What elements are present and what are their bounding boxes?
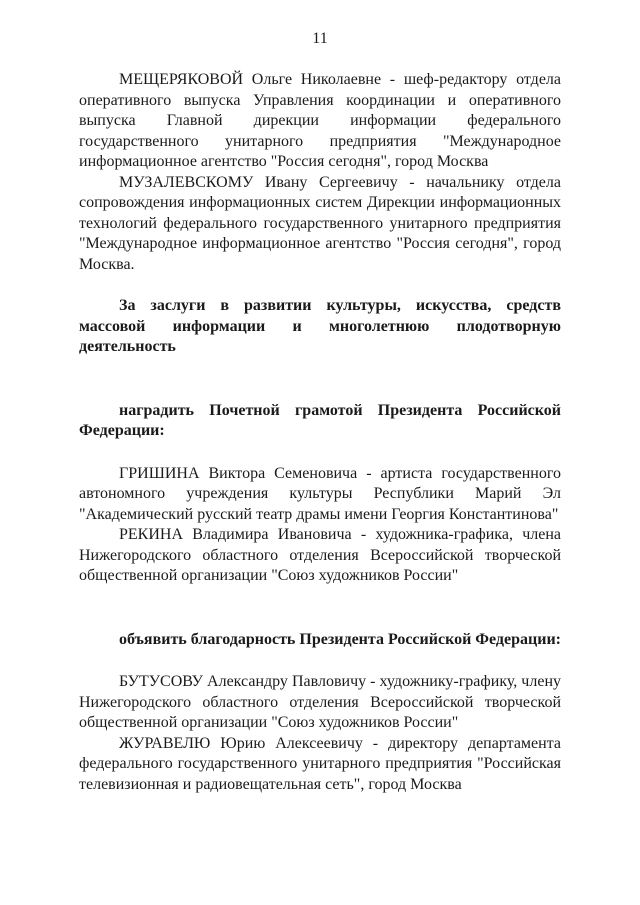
paragraph-butusov: БУТУСОВУ Александру Павловичу - художнику-графику, члену Нижегородского областного отделения Всероссийской творческой общественной организации "Союз художников России" [79, 673, 561, 731]
page-number: 11 [312, 30, 328, 47]
paragraph-grishin: ГРИШИНА Виктора Семеновича - артиста государственного автономного учреждения культуры Республики Марий Эл "Академический русский театр драмы имени Георгия Константинова" [79, 464, 561, 523]
gratitude-heading: объявить благодарность Президента Российской Федерации: [119, 630, 561, 648]
paragraph-muzalevsky: МУЗАЛЕВСКОМУ Ивану Сергеевичу - начальнику отдела сопровождения информационных систем Дирекции информационных технологий федерального государственного унитарного предприятия "Международное информационное агентство "Россия сегодня", город Москва. [79, 173, 561, 273]
document-body [79, 70, 561, 795]
merits-heading: За заслуги в развитии культуры, искусства, средств массовой информации и многолетнюю плодотворную деятельность [79, 297, 561, 355]
award-heading: наградить Почетной грамотой Президента Российской Федерации: [79, 401, 561, 439]
paragraph-zhuravel: ЖУРАВЕЛЮ Юрию Алексеевичу - директору департамента федерального государственного унитарного предприятия "Российская телевизионная и радиовещательная сеть", город Москва [79, 734, 561, 793]
paragraph-rekin: РЕКИНА Владимира Ивановича - художника-графика, члена Нижегородского областного отделения Всероссийской творческой общественной организации "Союз художников России" [79, 526, 561, 584]
paragraph-mescheryakova: МЕЩЕРЯКОВОЙ Ольге Николаевне - шеф-редактору отдела оперативного выпуска Управления координации и оперативного выпуска Главной дирекции информации федерального государственного унитарного предприятия "Международное информационное агентство "Россия сегодня", город Москва [79, 71, 561, 170]
